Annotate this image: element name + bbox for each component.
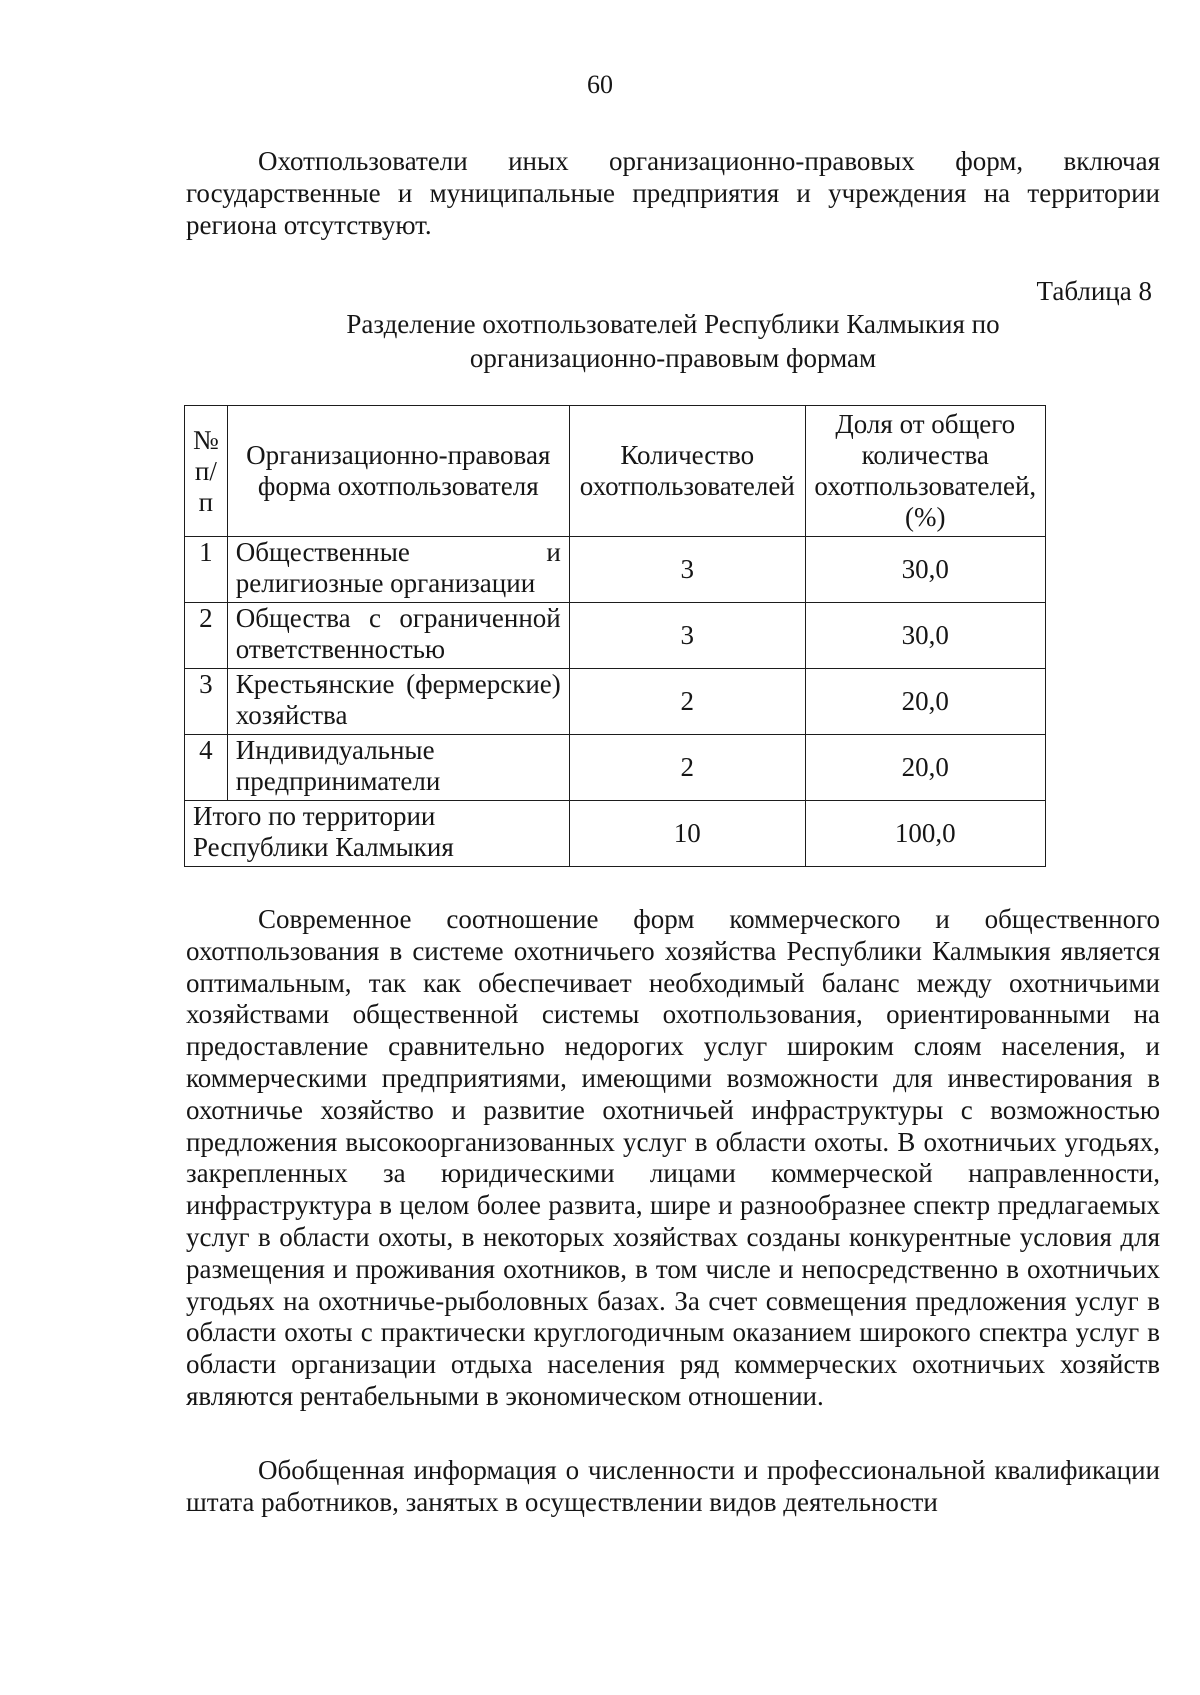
row-count: 3 [569,537,805,603]
table-header-row [185,406,1046,537]
row-form [227,735,569,801]
table-label: Таблица 8 [1036,276,1152,306]
row-num: 4 [185,735,228,801]
row-form-line-2: религиозные организации [235,568,536,598]
table-row [185,669,1046,735]
row-count: 2 [569,735,805,801]
total-share: 100,0 [805,801,1045,867]
row-count: 2 [569,669,805,735]
row-count: 3 [569,603,805,669]
header-share: Доля от общего количества охотпользователей, (%) [805,406,1045,537]
body-paragraph-1 [186,904,1160,1413]
row-form [227,669,569,735]
row-share: 30,0 [805,603,1045,669]
total-count: 10 [569,801,805,867]
row-form-line-1: Общества с ограниченной [235,603,561,633]
table-row [185,537,1046,603]
row-form-line-2: ответственностью [235,634,446,664]
row-form-line-1: Индивидуальные [235,735,435,765]
row-share: 20,0 [805,669,1045,735]
body-paragraph-2-text: Обобщенная информация о численности и профессиональной квалификации штата работников, занятых в осуществлении видов деятельности [186,1455,1160,1517]
header-count: Количество охотпользователей [569,406,805,537]
row-num: 1 [185,537,228,603]
row-form-line-1: Общественные и [235,537,561,567]
header-form: Организационно-правовая форма охотпользователя [227,406,569,537]
row-form-line-2: хозяйства [235,700,348,730]
header-num: № п/п [185,406,228,537]
row-form [227,537,569,603]
total-label: Итого по территории Республики Калмыкия [185,801,570,867]
intro-text: Охотпользователи иных организационно-правовых форм, включая государственные и муниципальные предприятия и учреждения на территории региона отсутствуют. [186,146,1160,240]
row-share: 20,0 [805,735,1045,801]
hunting-users-table [184,405,1046,867]
body-paragraph-2 [186,1455,1160,1519]
intro-paragraph [186,146,1160,241]
body-paragraph-1-text: Современное соотношение форм коммерческого и общественного охотпользования в системе охотничьего хозяйства Республики Калмыкия является оптимальным, так как обеспечивает необходимый баланс между охотничьими хозяйствами общественной системы охотпользования, ориентированными на предоставление сравнительно недорогих услуг широким слоям населения, и коммерческими предприятиями, имеющими возможности для инвестирования в охотничье хозяйство и развитие охотничьей инфраструктуры с возможностью предложения высокоорганизованных услуг в области охоты. В охотничьих угодьях, закрепленных за юридическими лицами коммерческой направленности, инфраструктура в целом более развита, шире и разнообразнее спектр предлагаемых услуг в области охоты, в некоторых хозяйствах созданы конкурентные условия для размещения и проживания охотников, в том числе и непосредственно в охотничьих угодьях на охотничье-рыболовных базах. За счет совмещения предложения услуг в области охоты с практически круглогодичным оказанием широкого спектра услуг в области организации отдыха населения ряд коммерческих охотничьих хозяйств являются рентабельными в экономическом отношении. [186,904,1160,1411]
table-caption [186,307,1160,375]
row-form-line-1: Крестьянские (фермерские) [235,669,561,699]
row-form [227,603,569,669]
page-number: 60 [587,70,613,99]
table-caption-line-1: Разделение охотпользователей Республики Калмыкия по [346,309,1000,339]
table-caption-line-2: организационно-правовым формам [469,343,877,373]
row-share: 30,0 [805,537,1045,603]
table-row [185,603,1046,669]
row-num: 2 [185,603,228,669]
table-row [185,735,1046,801]
row-num: 3 [185,669,228,735]
row-form-line-2: предприниматели [235,766,441,796]
table-total-row [185,801,1046,867]
